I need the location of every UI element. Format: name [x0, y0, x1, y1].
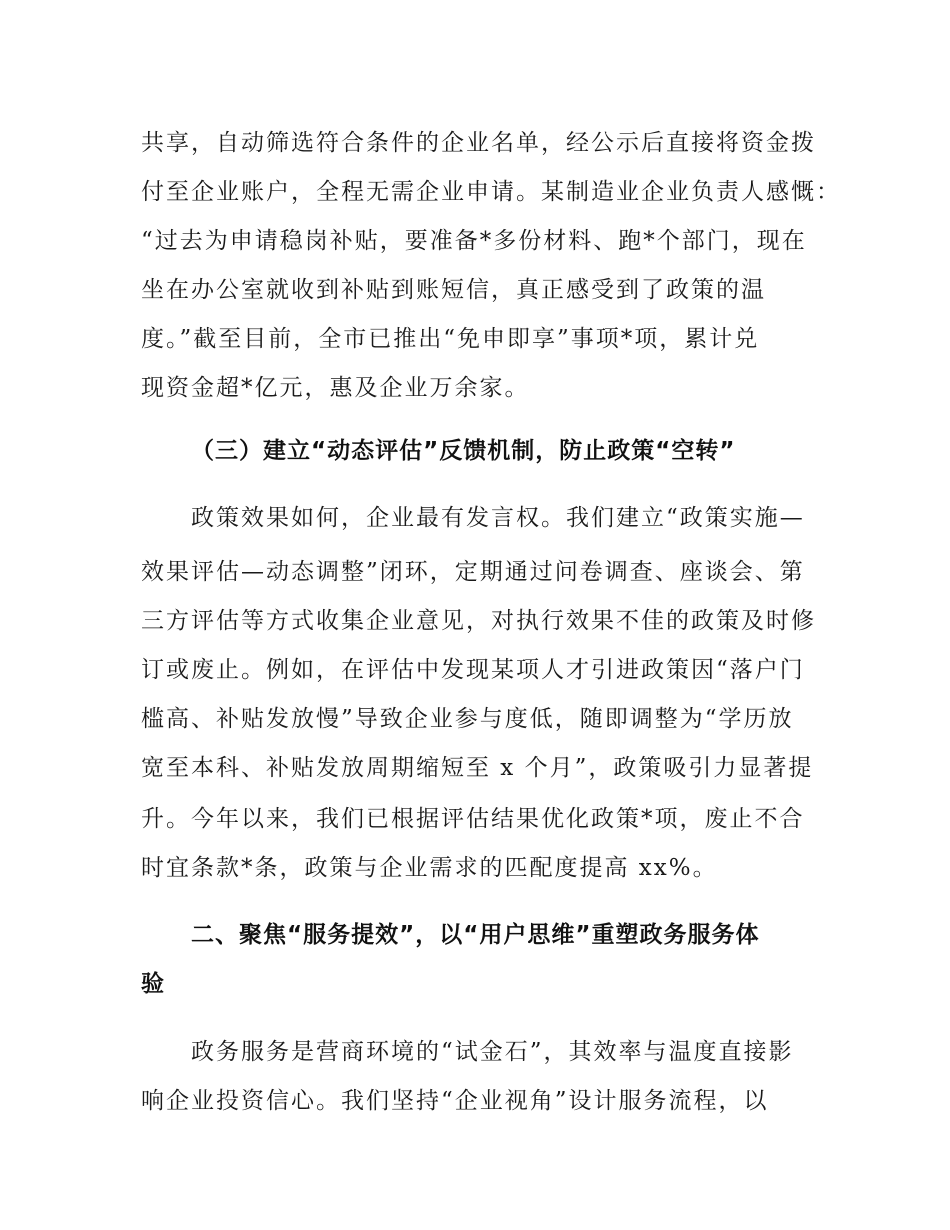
paragraph-line: 共享，自动筛选符合条件的企业名单，经公示后直接将资金拨 [141, 130, 816, 156]
paragraph-line: 宽至本科、补贴发放周期缩短至 x 个月”，政策吸引力显著提 [141, 755, 814, 781]
paragraph-line: 效果评估—动态调整”闭环，定期通过问卷调查、座谈会、第 [141, 559, 805, 585]
paragraph-line: 度。”截至目前，全市已推出“免申即享”事项*项，累计兑 [141, 326, 760, 352]
paragraph-line: 响企业投资信心。我们坚持“企业视角”设计服务流程，以 [141, 1088, 769, 1114]
paragraph-line: 政策效果如何，企业最有发言权。我们建立“政策实施— [191, 505, 805, 531]
paragraph-line: 三方评估等方式收集企业意见，对执行效果不佳的政策及时修 [141, 608, 816, 634]
section-heading-2: 二、聚焦“服务提效”，以“用户思维”重塑政务服务体 [191, 922, 760, 948]
paragraph-line: 坐在办公室就收到补贴到账短信，真正感受到了政策的温 [141, 277, 766, 303]
paragraph-line: 政务服务是营商环境的“试金石”，其效率与温度直接影 [191, 1039, 794, 1065]
paragraph-line: 现资金超*亿元，惠及企业万余家。 [141, 375, 530, 401]
paragraph-line: 槛高、补贴发放慢”导致企业参与度低，随即调整为“学历放 [141, 706, 794, 732]
section-heading-3: （三）建立“动态评估”反馈机制，防止政策“空转” [191, 438, 736, 464]
paragraph-line: 订或废止。例如，在评估中发现某项人才引进政策因“落户门 [141, 657, 805, 683]
paragraph-line: 时宜条款*条，政策与企业需求的匹配度提高 xx%。 [141, 855, 718, 881]
paragraph-line: “过去为申请稳岗补贴，要准备*多份材料、跑*个部门，现在 [141, 228, 807, 254]
paragraph-line: 付至企业账户，全程无需企业申请。某制造业企业负责人感慨： [141, 179, 841, 205]
paragraph-line: 升。今年以来，我们已根据评估结果优化政策*项，废止不合 [141, 806, 805, 832]
section-heading-2-continued: 验 [141, 971, 165, 997]
